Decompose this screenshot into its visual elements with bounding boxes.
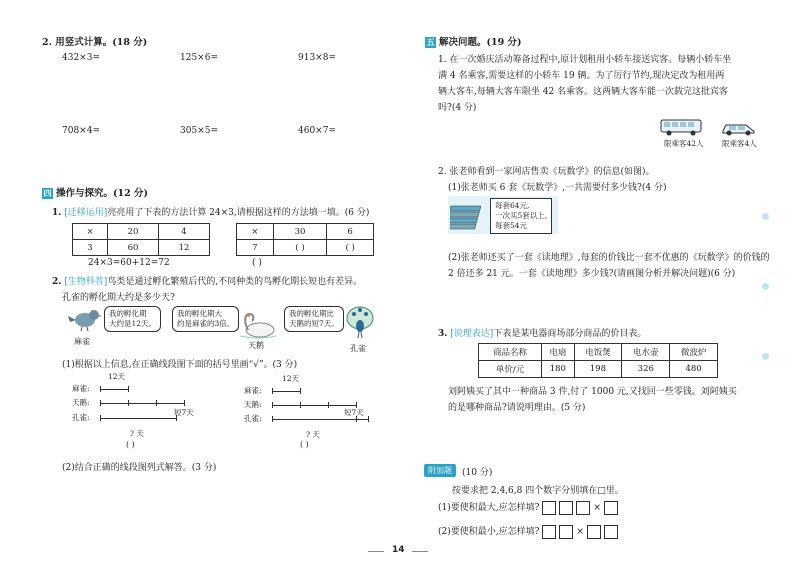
table-a-cell: × — [73, 224, 108, 240]
section-4-header — [42, 185, 148, 199]
price-table-cell: 480 — [670, 361, 718, 378]
segment-peacock-a — [100, 418, 176, 419]
price-panel — [448, 196, 558, 234]
calc-2: 125×6= — [180, 53, 218, 63]
solve-q2-sub2-line: (2)张老师还买了一套《读地理》,每套的价钱比一套不优惠的《玩数学》的价钱的 — [448, 253, 770, 263]
table-a-cell: 12 — [159, 240, 210, 256]
margin-dot — [762, 353, 769, 360]
page-number: 14 — [392, 545, 405, 555]
sparrow-label: 麻雀 — [74, 337, 90, 346]
diagram-a-row: 麻雀: — [72, 384, 90, 393]
calc-6: 460×7= — [298, 126, 336, 136]
solve-q3-line: 的是哪种商品?请说明理由。(5 分) — [448, 403, 586, 413]
solve-q2-sub1: (1)张老师买 6 套《玩数学》,一共需要付多少钱?(4 分) — [448, 183, 667, 193]
price-tag — [490, 198, 552, 234]
bonus-score: (10 分) — [462, 468, 493, 478]
peacock-label: 孔雀 — [350, 344, 366, 353]
segment-peacock-b — [272, 419, 368, 420]
sub-q1: (1)根据以上信息,在正确线段图下面的括号里画“√”。(3 分) — [62, 360, 298, 370]
table-b-cell: 30 — [273, 224, 326, 240]
bonus-q1-label: (1)要使积最大,应怎样填? — [438, 503, 540, 513]
digit-box[interactable] — [542, 525, 556, 539]
tick — [328, 402, 329, 408]
price-table-cell: 180 — [542, 361, 574, 378]
sub-q2: (2)结合正确的线段图列式解答。(3 分) — [62, 463, 217, 473]
ops-q2-tag: [生物科普] — [64, 277, 108, 287]
segment-sparrow-a — [100, 389, 128, 390]
tick — [368, 416, 369, 422]
digit-box[interactable] — [576, 501, 590, 515]
tick — [272, 416, 273, 422]
solve-q3-body — [448, 384, 737, 416]
tick — [128, 400, 129, 406]
price-table-cell: 单价/元 — [479, 361, 542, 378]
bubble-peacock — [284, 306, 344, 332]
price-tag-line: 每套54元 — [495, 221, 528, 230]
solve-q3: 3. [说理表达]下表是某电器商场部分商品的价目表。 — [438, 329, 647, 339]
segment-swan-b — [272, 405, 356, 406]
table-b-answer[interactable]: ( ) — [327, 240, 374, 256]
solve-q1-line: 满 4 名乘客,需要这样的小轿车 19 辆。为了厉行节约,现决定改为租用两 — [438, 71, 725, 81]
table-a-cell: 60 — [108, 240, 159, 256]
bubble-text: 我的孵化期 — [109, 309, 147, 318]
diagram-b-label-top: 12天 — [282, 374, 300, 383]
price-table-cell: 电扇 — [542, 344, 574, 361]
table-b — [236, 223, 374, 256]
price-table-cell: 微波炉 — [670, 344, 718, 361]
price-table-cell: 电饭煲 — [574, 344, 622, 361]
table-b-answer[interactable]: ( ) — [273, 240, 326, 256]
digit-box[interactable] — [604, 525, 618, 539]
table-b-caption[interactable]: ( ) — [252, 258, 262, 268]
section-4-title: 操作与探究。(12 分) — [56, 188, 149, 199]
ops-q1: 1. [迁移运用]亮亮用了下表的方法计算 24×3,请根据这样的方法填一填。(6 分) — [52, 208, 370, 218]
bubble-text: 约是麻雀的3倍。 — [177, 319, 235, 328]
section-5-badge: 五 — [426, 38, 435, 47]
solve-q1-line: 1. 在一次婚庆活动筹备过程中,原计划租用小轿车接送宾客。每辆小轿车坐 — [438, 55, 732, 65]
tick — [100, 415, 101, 421]
tick — [272, 402, 273, 408]
solve-q2-line1: 2. 张老师看到一家网店售卖《玩数学》的信息(如图)。 — [438, 167, 655, 177]
section-5-header — [425, 34, 522, 48]
table-a-cell: 3 — [73, 240, 108, 256]
bonus-q2-label: (2)要使积最小,应怎样填? — [438, 527, 540, 537]
page-number-rule — [368, 551, 384, 552]
calc-1: 432×3= — [62, 53, 100, 63]
bubble-sparrow — [104, 306, 161, 332]
table-b-cell: 6 — [327, 224, 374, 240]
diagram-b-row: 天鹅: — [244, 400, 262, 409]
q2-title: 2. 用竖式计算。(18 分) — [42, 37, 148, 48]
bubble-swan — [172, 306, 239, 332]
solve-q2-sub2 — [448, 250, 770, 282]
bonus-q1 — [438, 500, 621, 515]
digit-box[interactable] — [559, 525, 573, 539]
tick — [100, 400, 101, 406]
diagram-a-label-top: 12天 — [108, 372, 126, 381]
bubble-text: 我的孵化期比 — [289, 309, 334, 318]
section-4-badge: 四 — [43, 189, 52, 198]
diagram-a-short: 短7天 — [174, 408, 194, 417]
margin-dot — [762, 213, 769, 220]
tick — [272, 388, 273, 394]
table-a-caption: 24×3=60+12=72 — [88, 258, 170, 268]
price-tag-line: 每套64元, — [495, 201, 530, 210]
diagram-a-row: 天鹅: — [72, 398, 90, 407]
price-table-cell: 198 — [574, 361, 622, 378]
price-table-cell: 326 — [622, 361, 670, 378]
tick — [156, 400, 157, 406]
table-b-cell: 7 — [237, 240, 274, 256]
digit-box[interactable] — [559, 501, 573, 515]
sparrow-icon — [68, 306, 102, 332]
solve-q3-tag: [说理表达] — [450, 329, 494, 339]
diagram-b-row: 孔雀: — [244, 414, 262, 423]
bonus-text: 按要求把 2,4,6,8 四个数字分别填在□里。 — [452, 486, 624, 496]
diagram-b-q: ? 天 — [306, 430, 320, 439]
swan-icon — [238, 310, 278, 340]
tick — [100, 386, 101, 392]
digit-box[interactable] — [587, 525, 601, 539]
solve-q1-line: 吗?(4 分) — [438, 103, 477, 113]
tick — [184, 400, 185, 406]
digit-box[interactable] — [542, 501, 556, 515]
price-table — [478, 343, 718, 378]
solve-q1-line: 辆大客车,每辆大客车限坐 42 名乘客。这两辆大客车能一次载完这批宾客 — [438, 87, 729, 97]
table-a — [72, 223, 210, 256]
margin-dot — [762, 283, 769, 290]
car-icon — [720, 120, 756, 136]
bonus-badge: 附加题 — [424, 464, 456, 477]
solve-q3-text: 下表是某电器商场部分商品的价目表。 — [493, 329, 647, 339]
diagram-a-q: ? 天 — [130, 429, 144, 438]
solve-q2-sub2-line: 2 倍还多 21 元。一套《读地理》多少钱?(请画图分析并解决问题)(6 分) — [448, 269, 736, 279]
diagram-b-short: 短7天 — [344, 408, 364, 417]
ops-q2: 2. [生物科普]鸟类是通过孵化繁殖后代的,不同种类的鸟孵化期长短也有差异。 — [52, 277, 363, 287]
tick — [300, 402, 301, 408]
price-table-cell: 商品名称 — [479, 344, 542, 361]
calc-5: 305×5= — [180, 126, 218, 136]
diagram-a-answer[interactable]: ( ) — [126, 440, 135, 449]
calc-4: 708×4= — [62, 126, 100, 136]
calc-3: 913×8= — [298, 53, 336, 63]
ops-q2-question: 孔雀的孵化期大约是多少天? — [62, 293, 175, 303]
diagram-b-answer[interactable]: ( ) — [300, 440, 309, 449]
peacock-icon — [344, 304, 376, 340]
bubble-text: 大约是12天。 — [109, 319, 157, 328]
bonus-q2 — [438, 524, 621, 539]
solve-q3-line: 刘阿姨买了其中一种商品 3 件,付了 1000 元,又找回一些零钱。刘阿姨买 — [448, 387, 737, 397]
tick — [300, 388, 301, 394]
price-table-cell: 电水壶 — [622, 344, 670, 361]
times-sign: × — [593, 503, 601, 513]
segment-sparrow-b — [272, 391, 300, 392]
ops-q1-text: 亮亮用了下表的方法计算 24×3,请根据这样的方法填一填。(6 分) — [107, 208, 370, 218]
bus-label: 限乘客42人 — [664, 139, 704, 148]
solve-q1 — [438, 52, 778, 116]
ops-q2-text: 鸟类是通过孵化繁殖后代的,不同种类的鸟孵化期长短也有差异。 — [107, 277, 363, 287]
bus-icon — [660, 118, 702, 136]
books-icon — [450, 202, 486, 230]
page-number-rule — [412, 551, 428, 552]
segment-swan-a — [100, 403, 184, 404]
car-label: 限乘客4人 — [722, 139, 757, 148]
diagram-b-row: 麻雀: — [244, 386, 262, 395]
table-a-cell: 20 — [108, 224, 159, 240]
table-b-cell: × — [237, 224, 274, 240]
section-5-title: 解决问题。(19 分) — [439, 37, 522, 48]
bubble-text: 我的孵化期大 — [177, 309, 222, 318]
bubble-text: 天鹅的短7天。 — [289, 319, 339, 328]
times-sign: × — [576, 527, 584, 537]
diagram-a-row: 孔雀: — [72, 413, 90, 422]
digit-box[interactable] — [604, 501, 618, 515]
ops-q1-tag: [迁移运用] — [64, 208, 108, 218]
swan-label: 天鹅 — [248, 341, 264, 350]
price-tag-line: 一次买5套以上, — [495, 211, 548, 220]
table-a-cell: 4 — [159, 224, 210, 240]
tick — [128, 386, 129, 392]
